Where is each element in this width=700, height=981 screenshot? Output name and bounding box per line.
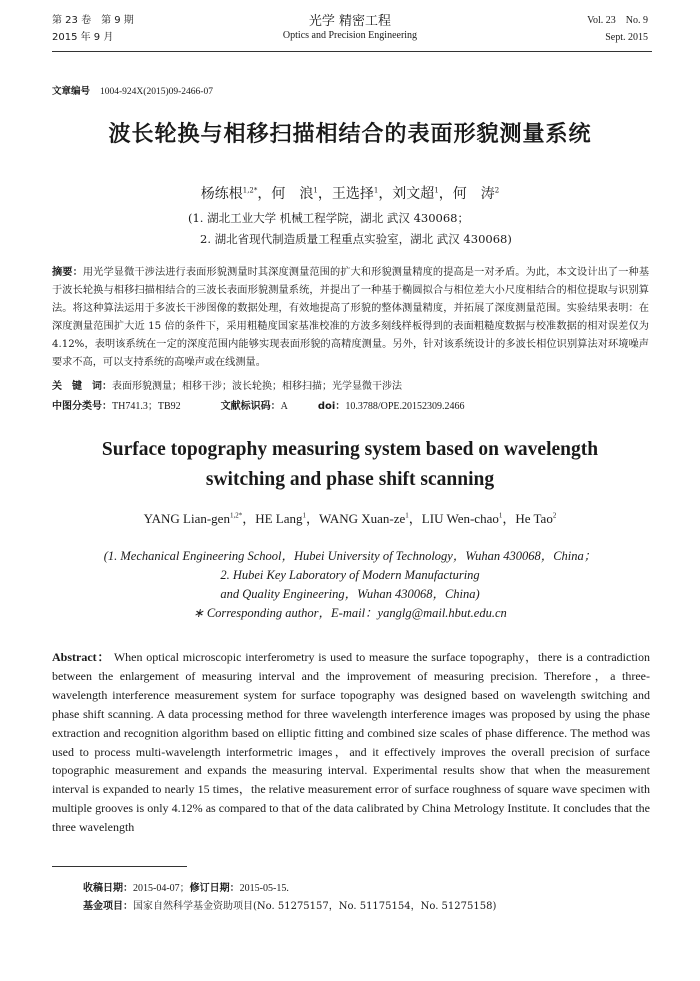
- revised-value: 2015-05-15.: [239, 883, 289, 894]
- corresponding-author: ∗ Corresponding author，E-mail：yanglg@mail.hbut.edu.cn: [193, 606, 507, 620]
- affiliation-zh-1: (1. 湖北工业大学 机械工程学院，湖北 武汉 430068；: [188, 211, 469, 225]
- author-zh: ，何 涛: [438, 186, 495, 202]
- abstract-zh-text: 用光学显微干涉法进行表面形貌测量时其深度测量范围的扩大和形貌测量精度的提高是一对矛盾。为此，本文设计出了一种基于波长轮换与相移扫描相结合的三波长表面形貌测量系统，并提出了一种基于椭圆拟合与相位差大小尺度相结合的相位提取与识别算法。将这种算法运用于多波长干涉图像的数据处理，有效地提高了形貌的整体测量精度，并拓展了深度测量范围。实验结果表明：在深度测量范围扩大近 15 倍的条件下，采用粗糙度国家基准校准的方波多刻线样板得到的表面粗糙度数据与校准数据的相对误差仅为 4.12%，表明该系统在一定的深度范围内能够实现表面形貌的高精度测量。另外，针对该系统设计的多波长相位识别算法对环境噪声要求不高，可以支持系统的高噪声或在线测量。: [52, 267, 649, 368]
- header-volume-en: Vol. 23 No. 9: [587, 15, 648, 26]
- footnote-fund: [83, 897, 496, 912]
- article-number: [52, 83, 213, 97]
- author-en-sup: 1: [498, 511, 503, 520]
- abstract-en-label: Abstract：: [52, 650, 111, 664]
- affiliation-en-1: (1. Mechanical Engineering School，Hubei University of Technology，Wuhan 430068，China；: [103, 549, 597, 563]
- revised-label: 修订日期：: [189, 883, 240, 894]
- author-en-sup: 1: [405, 511, 409, 520]
- authors-en: [0, 508, 700, 527]
- clc-value: TH741.3；TB92: [112, 401, 181, 412]
- clc-label: 中图分类号：: [52, 401, 112, 412]
- journal-title-zh: 光学 精密工程: [308, 14, 392, 29]
- author-zh: ，王选择: [317, 186, 374, 202]
- doc-code-label: 文献标识码：: [220, 401, 281, 412]
- author-zh-sup: 2: [494, 186, 500, 195]
- author-en: YANG Lian-gen: [143, 511, 230, 526]
- article-number-label: 文章编号: [52, 86, 91, 97]
- article-number-value: 1004-924X(2015)09-2466-07: [100, 87, 213, 97]
- author-zh-sup: 1: [434, 186, 439, 195]
- doc-code-value: A: [280, 401, 288, 412]
- keywords-zh-label: 关 键 词：: [52, 381, 112, 392]
- author-en-sup: 1,2*: [229, 511, 243, 520]
- footnote-rule: [52, 866, 187, 867]
- header-rule: [52, 51, 652, 52]
- author-zh-sup: 1,2*: [242, 186, 258, 195]
- author-en-sup: 1: [302, 511, 307, 520]
- received-label: 收稿日期：: [83, 883, 133, 894]
- title-en-line-2: switching and phase shift scanning: [205, 469, 495, 490]
- classification-line: [52, 397, 464, 412]
- author-zh: 杨练根: [200, 186, 243, 202]
- keywords-zh: [52, 377, 402, 392]
- header-date-en: Sept. 2015: [605, 32, 648, 43]
- journal-title-en: Optics and Precision Engineering: [282, 30, 418, 41]
- header-date-zh: 2015 年 9 月: [52, 32, 114, 43]
- title-en-line-1: Surface topography measuring system based on wavelength: [101, 439, 599, 460]
- author-zh: ，刘文超: [378, 186, 435, 202]
- title-zh: 波长轮换与相移扫描相结合的表面形貌测量系统: [108, 122, 592, 147]
- fund-label: 基金项目：: [83, 901, 133, 912]
- authors-zh: [0, 183, 700, 203]
- header-volume-zh: 第 23 卷 第 9 期: [52, 15, 134, 26]
- author-en: ，WANG Xuan-ze: [306, 511, 406, 526]
- footnote-dates: [83, 879, 289, 894]
- author-en-sup: 2: [552, 511, 557, 520]
- author-en: ，HE Lang: [242, 511, 303, 526]
- author-zh-sup: 1: [313, 186, 318, 195]
- keywords-zh-text: 表面形貌测量；相移干涉；波长轮换；相移扫描；光学显微干涉法: [112, 381, 402, 392]
- affiliation-en-3: and Quality Engineering，Wuhan 430068，China): [220, 587, 480, 601]
- author-en: ，LIU Wen-chao: [408, 511, 499, 526]
- author-zh-sup: 1: [373, 186, 379, 195]
- abstract-en: [52, 648, 650, 860]
- fund-value: 国家自然科学基金资助项目(No. 51275157，No. 51175154，No. 51275158): [133, 901, 497, 912]
- abstract-zh-label: 摘要：: [52, 267, 83, 278]
- received-value: 2015-04-07；: [133, 883, 190, 894]
- author-en: ，He Tao: [502, 511, 553, 526]
- affiliation-zh-2: 2. 湖北省现代制造质量工程重点实验室，湖北 武汉 430068): [200, 232, 512, 246]
- abstract-zh: [52, 264, 649, 368]
- title-en: [0, 435, 700, 495]
- doi-label: doi：: [317, 401, 346, 412]
- doi-value: 10.3788/OPE.20152309.2466: [345, 401, 465, 412]
- affiliation-en: [0, 547, 700, 623]
- author-zh: ，何 浪: [257, 186, 314, 202]
- abstract-en-text: When optical microscopic interferometry is used to measure the surface topography，there is a contradiction between the enlargement of measuring interval and the improvement of measuring precision. Therefore，a three-wavelength interference measurement system for surface topography was designed based on wavelength switching and phase shift scanning. A data processing method for three wavelength interference images was proposed by using the phase extraction and recognition algorithm based on elliptic fitting and combined size scales of phase difference. The method was used to process multi-wavelength interformetric images，and it effectively improves the overall precision of surface topographic measurement and expands the measuring interval. Experimental results show that when the measurement interval is expanded to nearly 15 times，the relative measurement error of surface roughness of square wave specimen with multiple grooves is only 4.12% as compared to that of the data calibrated by China Metrology Institute. It concludes that the three wavelength: [52, 650, 650, 835]
- affiliation-en-2: 2. Hubei Key Laboratory of Modern Manufacturing: [220, 568, 480, 582]
